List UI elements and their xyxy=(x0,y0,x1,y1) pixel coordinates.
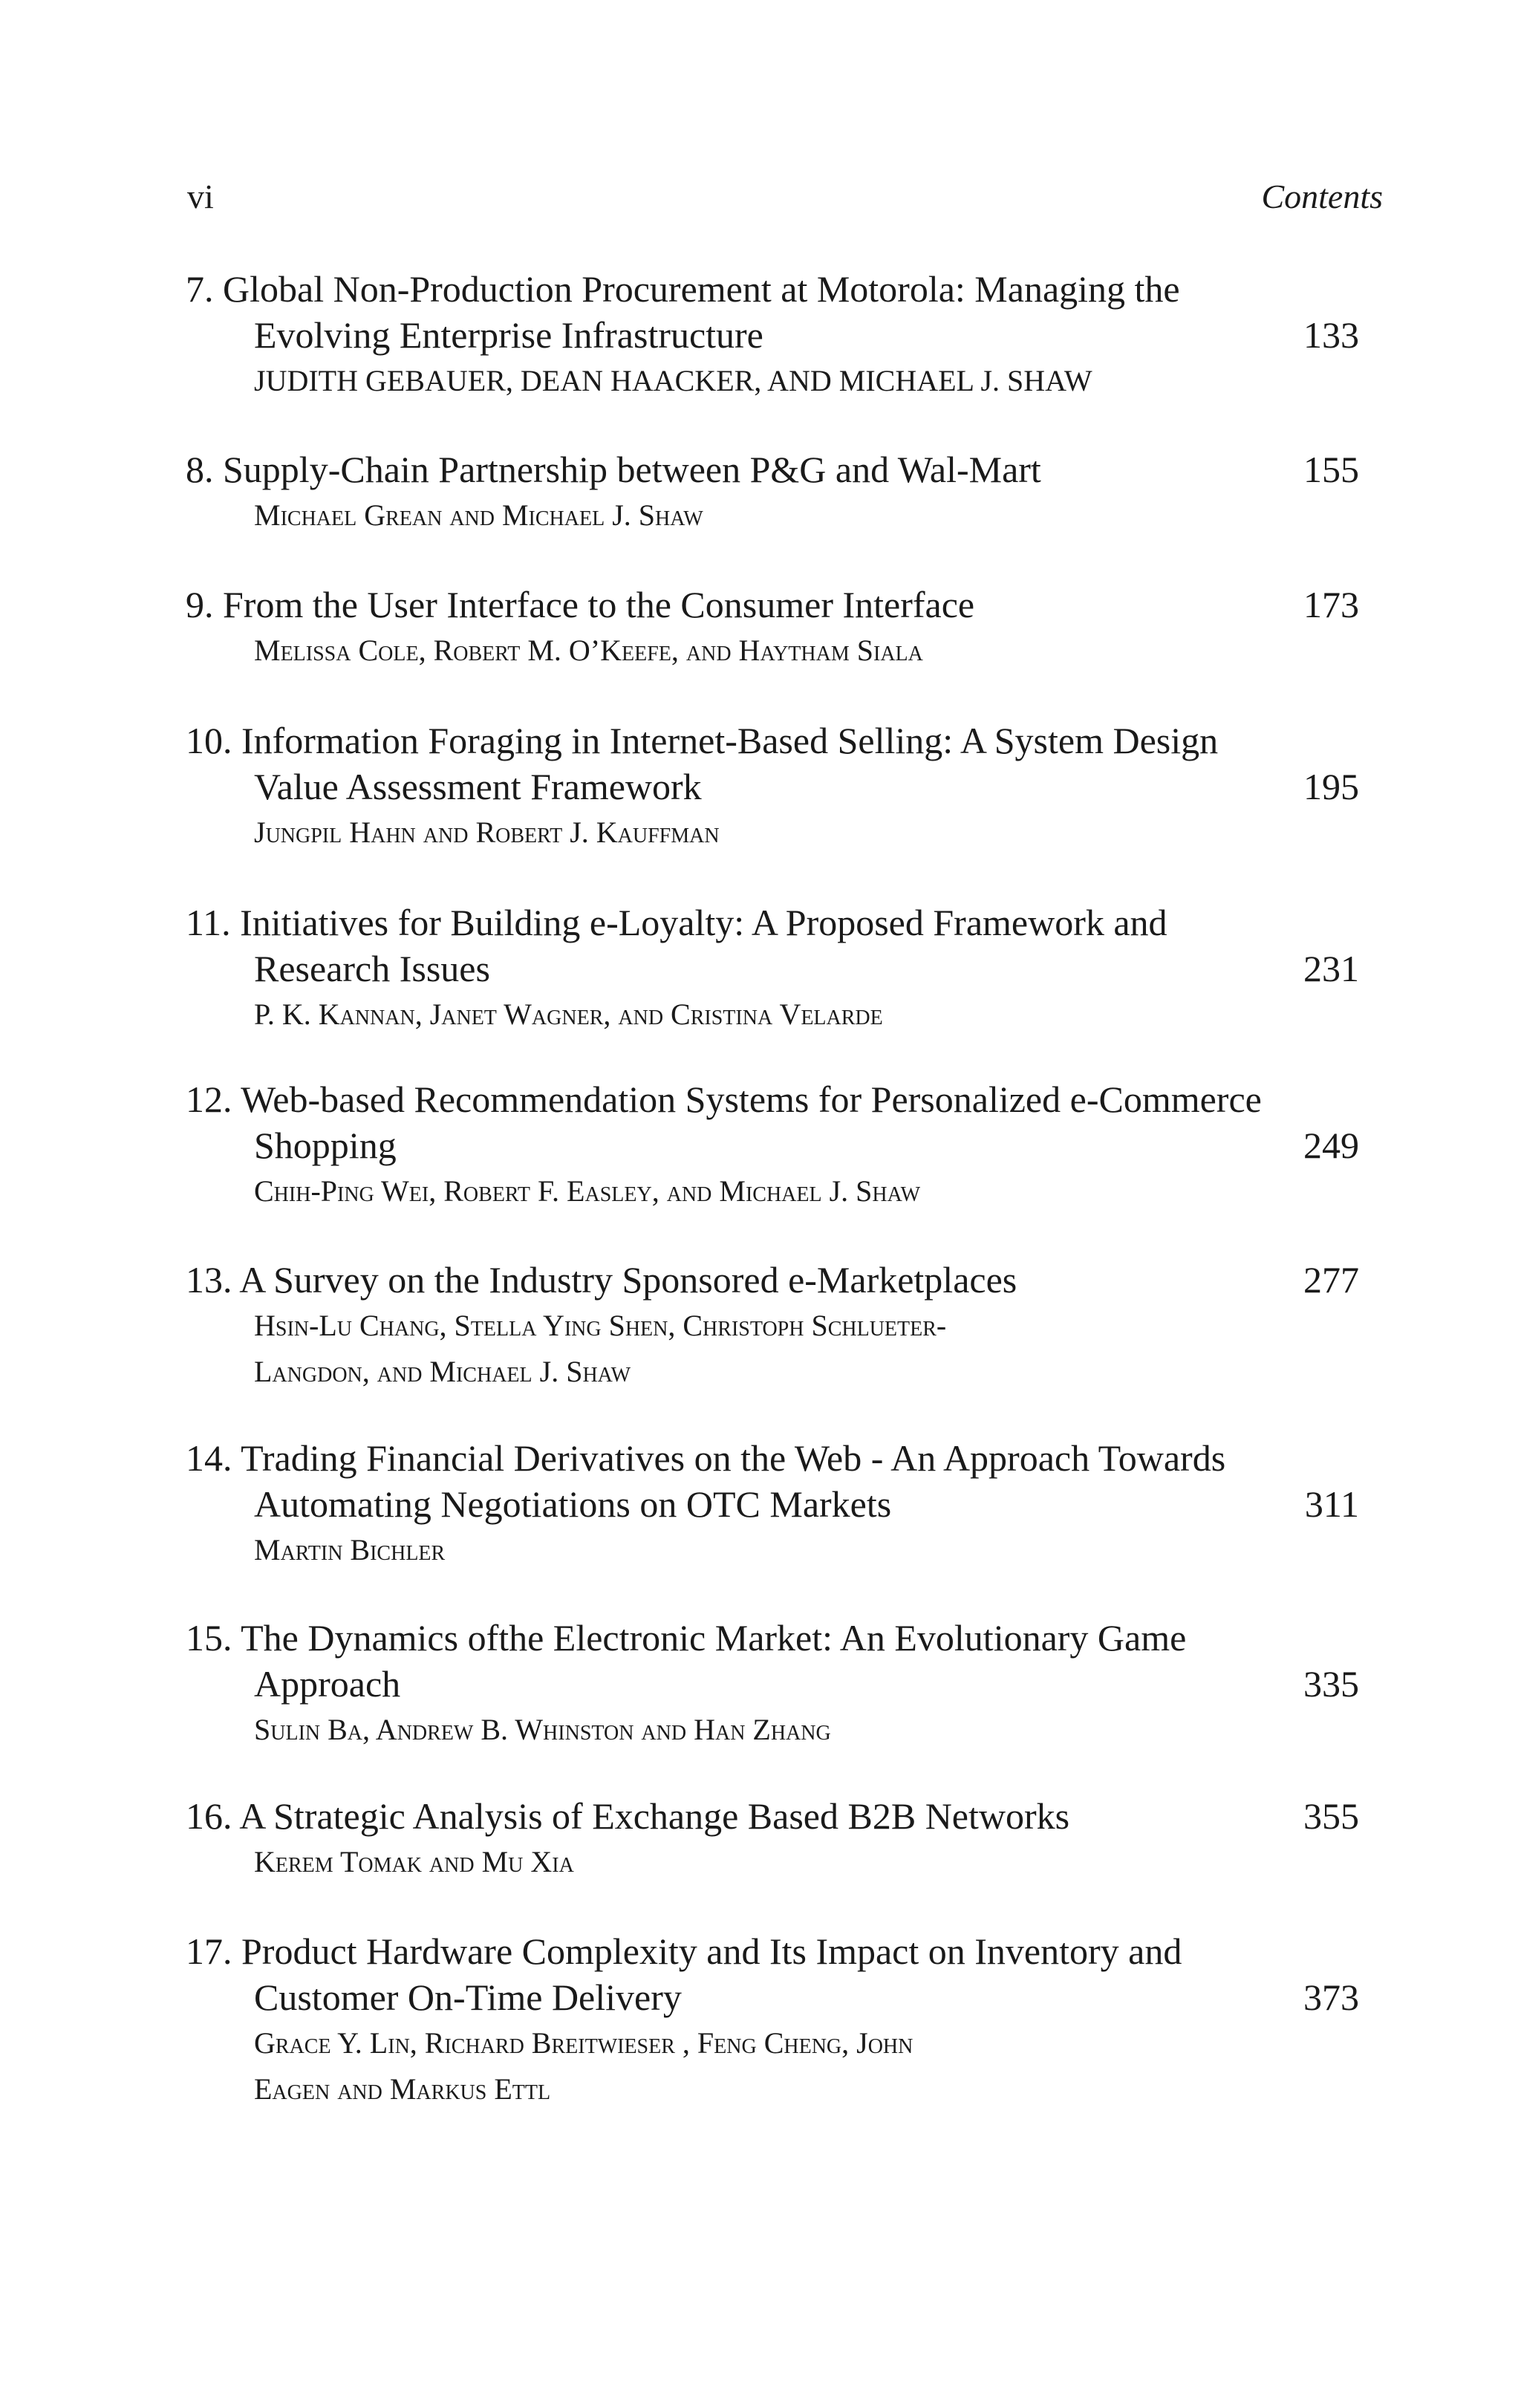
toc-entry xyxy=(186,1435,1359,1573)
entry-authors: P. K. Kannan, Janet Wagner, and Cristina Velarde xyxy=(254,998,883,1031)
entry-authors: Sulin Ba, Andrew B. Whinston and Han Zhang xyxy=(254,1713,831,1746)
entry-title-line: Research Issues 231 xyxy=(186,946,1359,992)
toc-entry xyxy=(186,899,1359,1038)
entry-title-line: Evolving Enterprise Infrastructure 133 xyxy=(186,312,1359,358)
entry-page-number: 249 xyxy=(1303,1125,1359,1166)
entry-authors: Melissa Cole, Robert M. O’Keefe, and Haytham Siala xyxy=(254,634,923,667)
toc-entry xyxy=(186,446,1359,538)
page-folio: vi xyxy=(187,178,214,215)
entry-page-number: 311 xyxy=(1304,1483,1359,1525)
entry-authors: Langdon, and Michael J. Shaw xyxy=(254,1355,631,1388)
toc-entry xyxy=(186,717,1359,856)
entry-title-line: Shopping 249 xyxy=(186,1122,1359,1168)
entry-title-line: Value Assessment Framework 195 xyxy=(186,764,1359,810)
entry-page-number: 355 xyxy=(1303,1795,1359,1837)
toc-entry xyxy=(186,582,1359,674)
entry-page-number: 133 xyxy=(1303,314,1359,356)
toc-entry xyxy=(186,1076,1359,1214)
entry-title-line: 8. Supply-Chain Partnership between P&G and Wal-Mart 155 xyxy=(186,446,1359,492)
entry-authors: Grace Y. Lin, Richard Breitwieser , Feng Cheng, John xyxy=(254,2026,913,2060)
entry-page-number: 195 xyxy=(1303,766,1359,807)
entry-authors: Hsin-Lu Chang, Stella Ying Shen, Christoph Schlueter- xyxy=(254,1309,947,1342)
entry-title-line: 14. Trading Financial Derivatives on the Web - An Approach Towards xyxy=(186,1437,1226,1479)
entry-authors: Kerem Tomak and Mu Xia xyxy=(254,1845,574,1878)
toc-entry xyxy=(186,1257,1359,1395)
entry-page-number: 277 xyxy=(1303,1259,1359,1301)
entry-title-line: Customer On-Time Delivery 373 xyxy=(186,1974,1359,2020)
entry-title-line: Automating Negotiations on OTC Markets 311 xyxy=(186,1481,1359,1527)
entry-page-number: 231 xyxy=(1303,948,1359,989)
running-head xyxy=(187,177,1383,221)
entry-title-line: Approach 335 xyxy=(186,1661,1359,1707)
entry-title-line: 9. From the User Interface to the Consumer Interface 173 xyxy=(186,582,1359,628)
entry-title-line: 13. A Survey on the Industry Sponsored e-Marketplaces 277 xyxy=(186,1257,1359,1303)
entry-authors: Chih-Ping Wei, Robert F. Easley, and Michael J. Shaw xyxy=(254,1174,921,1208)
entry-title-line: 16. A Strategic Analysis of Exchange Based B2B Networks 355 xyxy=(186,1793,1359,1839)
toc-entry xyxy=(186,1793,1359,1885)
entry-title-line: 15. The Dynamics ofthe Electronic Market: An Evolutionary Game xyxy=(186,1617,1187,1659)
entry-authors: Martin Bichler xyxy=(254,1533,446,1566)
running-title: Contents xyxy=(1261,178,1383,215)
entry-title-line: 10. Information Foraging in Internet-Based Selling: A System Design xyxy=(186,720,1219,761)
entry-page-number: 335 xyxy=(1303,1663,1359,1705)
entry-authors: Michael Grean and Michael J. Shaw xyxy=(254,498,703,532)
entry-page-number: 373 xyxy=(1303,1976,1359,2018)
entry-title-line: 11. Initiatives for Building e-Loyalty: A Proposed Framework and xyxy=(186,902,1167,943)
entry-page-number: 155 xyxy=(1303,449,1359,490)
entry-title-line: 12. Web-based Recommendation Systems for Personalized e-Commerce xyxy=(186,1078,1262,1120)
toc-entry xyxy=(186,1928,1359,2112)
toc-entry xyxy=(186,1615,1359,1753)
entry-title-line: 17. Product Hardware Complexity and Its Impact on Inventory and xyxy=(186,1930,1182,1972)
entry-authors: Eagen and Markus Ettl xyxy=(254,2072,551,2106)
toc-entry xyxy=(186,266,1359,404)
entry-title-line: 7. Global Non-Production Procurement at Motorola: Managing the xyxy=(186,268,1180,310)
entry-page-number: 173 xyxy=(1303,584,1359,625)
entry-authors: Jungpil Hahn and Robert J. Kauffman xyxy=(254,816,720,849)
entry-authors: JUDITH GEBAUER, DEAN HAACKER, AND MICHAEL J. SHAW xyxy=(254,364,1092,397)
